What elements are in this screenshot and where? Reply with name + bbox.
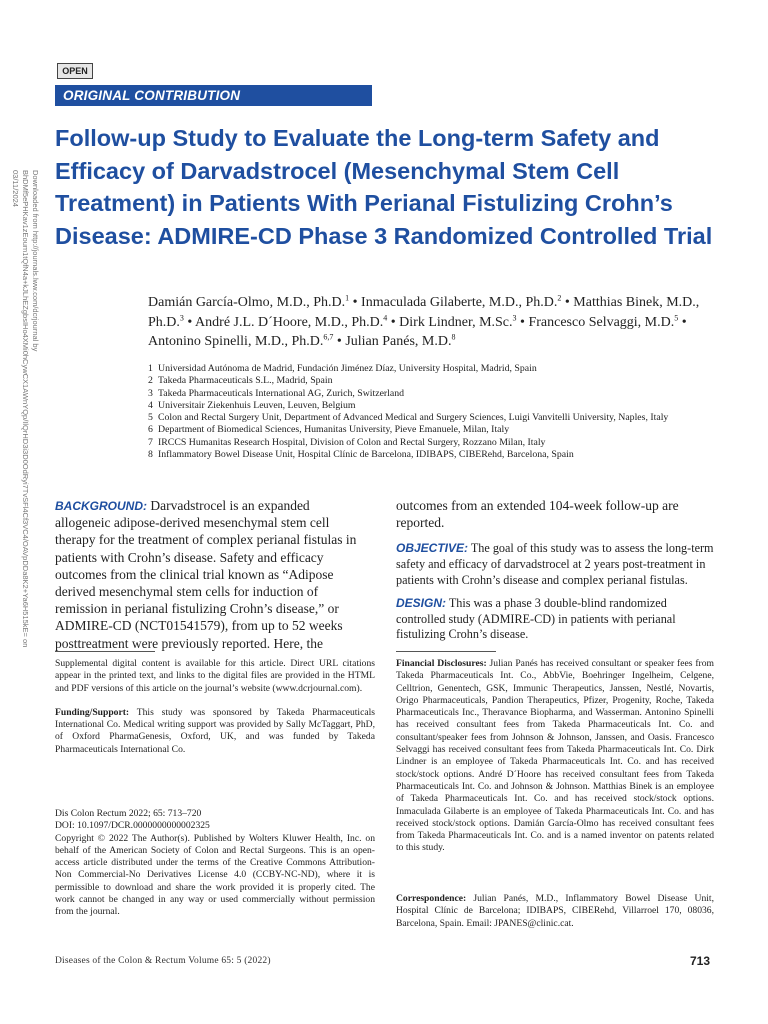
author-name: Dirk Lindner, M.Sc. — [399, 314, 513, 330]
affiliation-number: 2 — [148, 375, 153, 387]
author-separator: • — [333, 334, 346, 349]
correspondence-text: Julian Panés, M.D., Inflammatory Bowel Disease Unit, Hospital Clínic de Barcelona; IDIBAPS, CIBERehd, Villarroel 170, 08036, Barcelona, Spain. Email: JPANES@clinic.cat. — [396, 893, 714, 929]
correspondence-block — [396, 893, 714, 930]
author-affiliation-ref: 1 — [345, 293, 350, 303]
author-name: Matthias Binek, M.D., Ph.D. — [148, 295, 700, 330]
affiliation-text: Inflammatory Bowel Disease Unit, Hospital Clínic de Barcelona, IDIBAPS, CIBERehd, Barcelona, Spain — [158, 449, 574, 461]
funding-text: This study was sponsored by Takeda Pharmaceuticals International Co. Medical writing support was provided by Sally McTaggart, PhD, of Oxford PharmaGenesis, Oxford, UK, and was funded by Takeda Pharmaceuticals International Co. — [55, 706, 375, 755]
download-watermark — [10, 170, 40, 670]
left-divider — [55, 651, 155, 652]
author-affiliation-ref: 5 — [674, 312, 679, 322]
affiliation-list — [148, 363, 738, 461]
author-affiliation-ref: 2 — [557, 293, 562, 303]
abstract-right-column — [396, 497, 716, 651]
disclosures-text: Julian Panés has received consultant or speaker fees from Takeda Pharmaceuticals Int. Co., AbbVie, Boehringer Ingelheim, Celgene, Celltrion, Genentech, GSK, Immunic Therapeutics, Janssen, Nestlé, Novartis, Origo Pharmaceuticals, Pandion Therapeutics, Pfizer, Progenity, Roche, Takeda Pharmaceuticals Inc., Theravance Biopharma, and Wasserman. Antonino Spinelli has received consultant fees from Takeda Pharmaceuticals Int. Co. and consultant/speaker fees from Johnson & Johnson, Janssen, and Oasis. Francesco Selvaggi has received consultant fees from Takeda Pharmaceuticals Int. Co. Dirk Lindner is an employee of Takeda Pharmaceuticals Int. Co. and has received stock/stock options. André D´Hoore has received consultant fees from Takeda Pharmaceuticals Int. Co. and Johnson & Johnson. Matthias Binek is an employee of Takeda Pharmaceuticals Int. Co. and has received stock/stock options. Inmaculada Gilaberte is an employee of Takeda Pharmaceuticals Int. Co. and has received stock/stock options. Damián García-Olmo has received consultant fees from Takeda Pharmaceuticals Int. Co. and is a named inventor on patents related to this study. — [396, 658, 714, 854]
right-divider — [396, 651, 496, 652]
author-affiliation-ref: 8 — [451, 332, 456, 342]
author — [345, 334, 455, 349]
author-name: Inmaculada Gilaberte, M.D., Ph.D. — [361, 295, 558, 310]
disclosures-block — [396, 658, 714, 855]
affiliation-number: 1 — [148, 363, 153, 374]
design-label: DESIGN: — [396, 596, 447, 611]
author — [361, 295, 561, 310]
journal-citation: Dis Colon Rectum 2022; 65: 713–720 — [55, 808, 202, 819]
affiliation-item — [148, 449, 738, 461]
objective-text: The goal of this study was to assess the long-term safety and efficacy of darvadstrocel at 2 years post-treatment in patients with Crohn’s disease and complex perianal fistulas. — [396, 541, 714, 587]
author-name: Antonino Spinelli, M.D., Ph.D. — [148, 334, 324, 349]
affiliation-text: Department of Biomedical Sciences, Humanitas University, Pieve Emanuele, Milan, Italy — [158, 424, 510, 436]
author-separator: • — [349, 295, 362, 310]
author — [399, 312, 517, 330]
affiliation-number: 3 — [148, 387, 153, 399]
affiliation-number: 4 — [148, 399, 153, 411]
background-continuation: outcomes from an extended 104-week follow-up are reported. — [396, 498, 679, 531]
author-separator: • — [561, 295, 574, 310]
author-affiliation-ref: 4 — [383, 312, 388, 322]
abstract-design — [396, 596, 716, 643]
author-affiliation-ref: 3 — [179, 312, 184, 322]
author-name: Francesco Selvaggi, M.D. — [528, 314, 675, 330]
financial-disclosures — [396, 658, 714, 855]
affiliation-text: Takeda Pharmaceuticals International AG, Zurich, Switzerland — [158, 387, 405, 399]
open-access-badge: OPEN — [57, 63, 93, 79]
affiliation-number: 6 — [148, 424, 153, 436]
left-footnotes — [55, 658, 375, 756]
affiliation-text: Universitair Ziekenhuis Leuven, Leuven, Belgium — [158, 399, 356, 411]
footer-journal: Diseases of the Colon & Rectum Volume 65: 5 (2022) — [55, 956, 271, 966]
affiliation-text: Colon and Rectal Surgery Unit, Department of Advanced Medical and Surgery Sciences, Luigi Vanvitelli University, Naples, Italy — [158, 412, 669, 424]
affiliation-text: IRCCS Humanitas Research Hospital, Division of Colon and Rectal Surgery, Rozzano Milan, Italy — [158, 436, 546, 448]
affiliation-item — [148, 412, 738, 424]
download-watermark-text: Downloaded from http://journals.lww.com/dcrjournal by BhDMf5ePHKav1zEoum1tQfN4a+kJLhEZgbsIHo4XMi0hCywCX1AWnYQp/IlQrHD3i3D0OdRyi7TvSFl4Cf3VC4/OAVpDDa8K2+Ya6H515kE= on 03/11/2024 — [11, 170, 40, 648]
abstract-objective — [396, 541, 716, 588]
design-text: This was a phase 3 double-blind randomized controlled study (ADMIRE-CD) in patients with perianal fistulizing Crohn’s disease. — [396, 596, 676, 642]
funding-label: Funding/Support: — [55, 706, 130, 718]
background-text: Darvadstrocel is an expanded allogeneic adipose-derived mesenchymal stem cell therapy for the treatment of complex perianal fistulas in patients with Crohn’s disease. Safety and efficacy outcomes from the clinical trial known as “Adipose derived mesenchymal stem cells for induction of remission in perianal fistulizing Crohn’s disease,” or ADMIRE-CD (NCT01541579), from up to 52 weeks posttreatment were previously reported. Here, the — [55, 498, 357, 651]
affiliation-text: Universidad Autónoma de Madrid, Fundación Jiménez Díaz, University Hospital, Madrid, Spain — [158, 363, 537, 374]
author — [148, 334, 333, 349]
objective-label: OBJECTIVE: — [396, 541, 469, 556]
author-list — [148, 293, 738, 352]
author-name: André J.L. D´Hoore, M.D., Ph.D. — [195, 314, 384, 330]
abstract-background — [55, 497, 365, 652]
correspondence-label: Correspondence: — [396, 893, 467, 904]
affiliation-item — [148, 424, 738, 436]
affiliation-text: Takeda Pharmaceuticals S.L., Madrid, Spain — [158, 375, 333, 387]
supplemental-note: Supplemental digital content is available for this article. Direct URL citations appear in the printed text, and links to the digital files are provided in the HTML and PDF versions of this article on the journal’s website (www.dcrjournal.com). — [55, 658, 375, 694]
funding-note — [55, 707, 375, 756]
section-banner: ORIGINAL CONTRIBUTION — [55, 85, 372, 106]
affiliation-number: 7 — [148, 436, 153, 448]
article-title: Follow-up Study to Evaluate the Long-term Safety and Efficacy of Darvadstrocel (Mesenchymal Stem Cell Treatment) in Patients With Perianal Fistulizing Crohn’s Disease: ADMIRE-CD Phase 3 Randomized Controlled Trial — [55, 125, 713, 249]
background-label: BACKGROUND: — [55, 499, 147, 513]
author — [528, 312, 679, 330]
author-separator: • — [516, 314, 529, 330]
author-separator: • — [183, 314, 196, 330]
affiliation-item — [148, 388, 738, 400]
affiliation-number: 5 — [148, 412, 153, 424]
disclosures-label: Financial Disclosures: — [396, 658, 487, 669]
author-affiliation-ref: 6,7 — [323, 332, 334, 342]
affiliation-item — [148, 375, 738, 387]
author-name: Damián García-Olmo, M.D., Ph.D. — [148, 295, 346, 310]
affiliation-item — [148, 400, 738, 412]
copyright-notice: Copyright © 2022 The Author(s). Published by Wolters Kluwer Health, Inc. on behalf of the American Society of Colon and Rectal Surgeons. This is an open-access article distributed under the terms of the Creative Commons Attribution-Non Commercial-No Derivatives License 4.0 (CCBY-NC-ND), where it is permissible to download and share the work provided it is properly cited. The work cannot be changed in any way or used commercially without permission from the journal. — [55, 832, 375, 918]
author-separator: • — [387, 314, 400, 330]
author-separator: • — [678, 314, 687, 330]
correspondence — [396, 893, 714, 930]
author-name: Julian Panés, M.D. — [345, 334, 452, 349]
doi: DOI: 10.1097/DCR.0000000000002325 — [55, 820, 210, 832]
author — [148, 295, 349, 310]
page-number: 713 — [690, 954, 711, 968]
author — [195, 312, 388, 330]
affiliation-item — [148, 437, 738, 449]
author-affiliation-ref: 3 — [512, 312, 517, 322]
citation-block — [55, 808, 375, 919]
abstract-left-column — [55, 497, 365, 652]
affiliation-item — [148, 363, 738, 375]
affiliation-number: 8 — [148, 449, 153, 461]
